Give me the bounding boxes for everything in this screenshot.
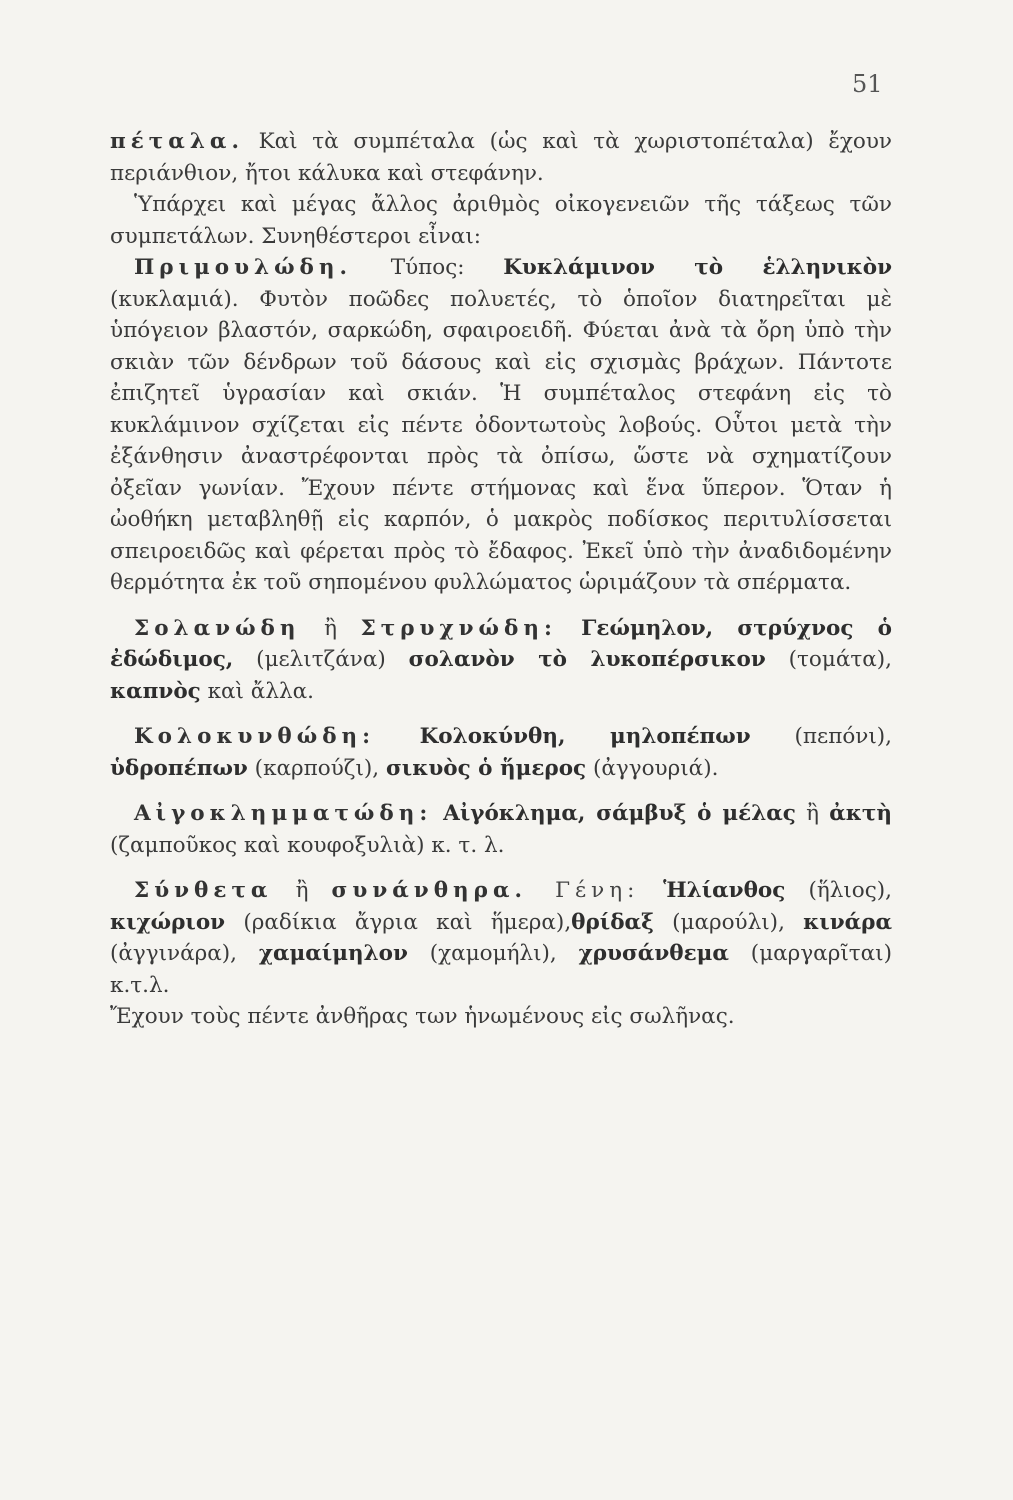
entry-bold-term: Γεώμηλον, στρύχνος ὁ ἐδώδιμος, <box>110 615 892 672</box>
entry-bold-term: σολανὸν τὸ λυκοπέρσικον <box>408 647 766 672</box>
entry-text: (μαργαρῖται) κ.τ.λ. <box>110 941 892 998</box>
entry-text: (καρπούζι), <box>247 755 386 781</box>
entry-bold-term: ὑδροπέπων <box>110 755 248 781</box>
entry-solanaceae <box>110 613 892 708</box>
entry-text: (ραδίκια ἄγρια καὶ ἥμερα), <box>225 909 572 935</box>
entry-text: (ἥλιος), <box>785 878 892 903</box>
entry-heading: Αἰγοκλημματώδη: <box>134 801 433 826</box>
entry-bold-term: χρυσάνθεμα <box>578 941 729 966</box>
entry-cucurbitaceae <box>110 721 892 784</box>
entry-heading: Σύνθετα <box>134 878 273 903</box>
entry-text: Τύπος: <box>352 255 504 280</box>
entry-text: ἢ <box>300 615 361 641</box>
entry-bold-term: κιχώριον <box>110 909 226 935</box>
entry-bold-term: καπνὸς <box>110 678 201 704</box>
page-number: 51 <box>852 70 883 98</box>
entry-bold-term: Κολοκύνθη, μηλοπέπων <box>375 724 751 749</box>
entry-heading: Κολοκυνθώδη: <box>134 724 376 749</box>
paragraph-text: Ὑπάρχει καὶ μέγας ἄλλος ἀριθμὸς οἰκογενειῶν τῆς τάξεως τῶν συμπετάλων. Συνηθέστεροι εἶναι: <box>110 192 892 249</box>
entry-bold-term: θρίδαξ <box>571 909 654 935</box>
spaced-heading: πέταλα. <box>110 129 244 154</box>
entry-bold-term: σικυὸς ὁ ἥμερος <box>385 755 587 781</box>
entry-text: (μελιτζάνα) <box>233 647 409 672</box>
entry-text: (χαμομήλι), <box>407 941 579 966</box>
entry-text: καὶ ἄλλα. <box>200 678 314 704</box>
entry-compositae <box>110 875 892 1001</box>
entry-text: (πεπόνι), <box>750 724 892 749</box>
entry-primulaceae <box>110 252 892 599</box>
entry-caprifoliaceae <box>110 798 892 861</box>
paragraph-text: Ἔχουν τοὺς πέντε ἀνθῆρας των ἡνωμένους εἰς σωλῆνας. <box>110 1004 735 1029</box>
paragraph-petals <box>110 126 892 189</box>
entry-bold-term: Αἰγόκλημα, σάμβυξ ὁ μέλας <box>432 801 796 826</box>
entry-heading: συνάνθηρα. <box>331 878 527 903</box>
entry-text: ἢ <box>795 801 830 826</box>
entry-bold-term: χαμαίμηλον <box>258 941 408 966</box>
entry-text: (κυκλαμιά). Φυτὸν ποῶδες πολυετές, τὸ ὁποῖον διατηρεῖται μὲ ὑπόγειον βλαστόν, σαρκώδη, σφαιροειδῆ. Φύεται ἀνὰ τὰ ὄρη ὑπὸ τὴν σκιὰν τῶν δένδρων τοῦ δάσους καὶ εἰς σχισμὰς βράχων. Πάντοτε ἐπιζητεῖ ὑγρασίαν καὶ σκιάν. Ἡ συμπέταλος στεφάνη εἰς τὸ κυκλάμινον σχίζεται εἰς πέντε ὀδοντωτοὺς λοβούς. Οὗτοι μετὰ τὴν ἐξάνθησιν ἀναστρέφονται πρὸς τὰ ὀπίσω, ὥστε νὰ σχηματίζουν ὀξεῖαν γωνίαν. Ἔχουν πέντε στήμονας καὶ ἕνα ὕπερον. Ὅταν ἡ ὠοθήκη μεταβληθῇ εἰς καρπόν, ὁ μακρὸς ποδίσκος περιτυλίσσεται σπειροειδῶς καὶ φέρεται πρὸς τὸ ἔδαφος. Ἐκεῖ ὑπὸ τὴν ἀναδιδομένην θερμότητα ἐκ τοῦ σηπομένου φυλλώματος ὡριμάζουν τὰ σπέρματα. <box>110 286 892 595</box>
paragraph-text: Καὶ τὰ συμπέταλα (ὡς καὶ τὰ χωριστοπέταλα) ἔχουν περιάνθιον, ἤτοι κάλυκα καὶ στεφάνην. <box>110 129 892 186</box>
entry-bold-term: Κυκλάμινον τὸ ἑλληνικὸν <box>503 255 892 280</box>
entry-text: ἢ <box>272 878 332 903</box>
entry-heading: Σολανώδη <box>134 615 301 641</box>
paragraph-anthers <box>110 1001 892 1033</box>
entry-text: (ἀγγινάρα), <box>110 941 259 966</box>
entry-bold-term: κινάρα <box>803 909 892 935</box>
entry-bold-term: ἀκτὴ <box>829 801 892 826</box>
paragraph-families-intro <box>110 189 892 252</box>
entry-heading: Στρυχνώδη: <box>360 615 557 641</box>
entry-heading: Πριμουλώδη. <box>134 255 353 280</box>
entry-subheading: Γένη: <box>527 878 640 903</box>
entry-bold-term: Ἡλίανθος <box>639 878 786 903</box>
entry-text: (ἀγγουριά). <box>586 755 719 781</box>
entry-text: (μαρούλι), <box>653 909 804 935</box>
entry-text: (τομάτα), <box>765 647 892 672</box>
page-body <box>110 126 892 1033</box>
entry-text: (ζαμποῦκος καὶ κουφοξυλιὰ) κ. τ. λ. <box>110 832 505 858</box>
